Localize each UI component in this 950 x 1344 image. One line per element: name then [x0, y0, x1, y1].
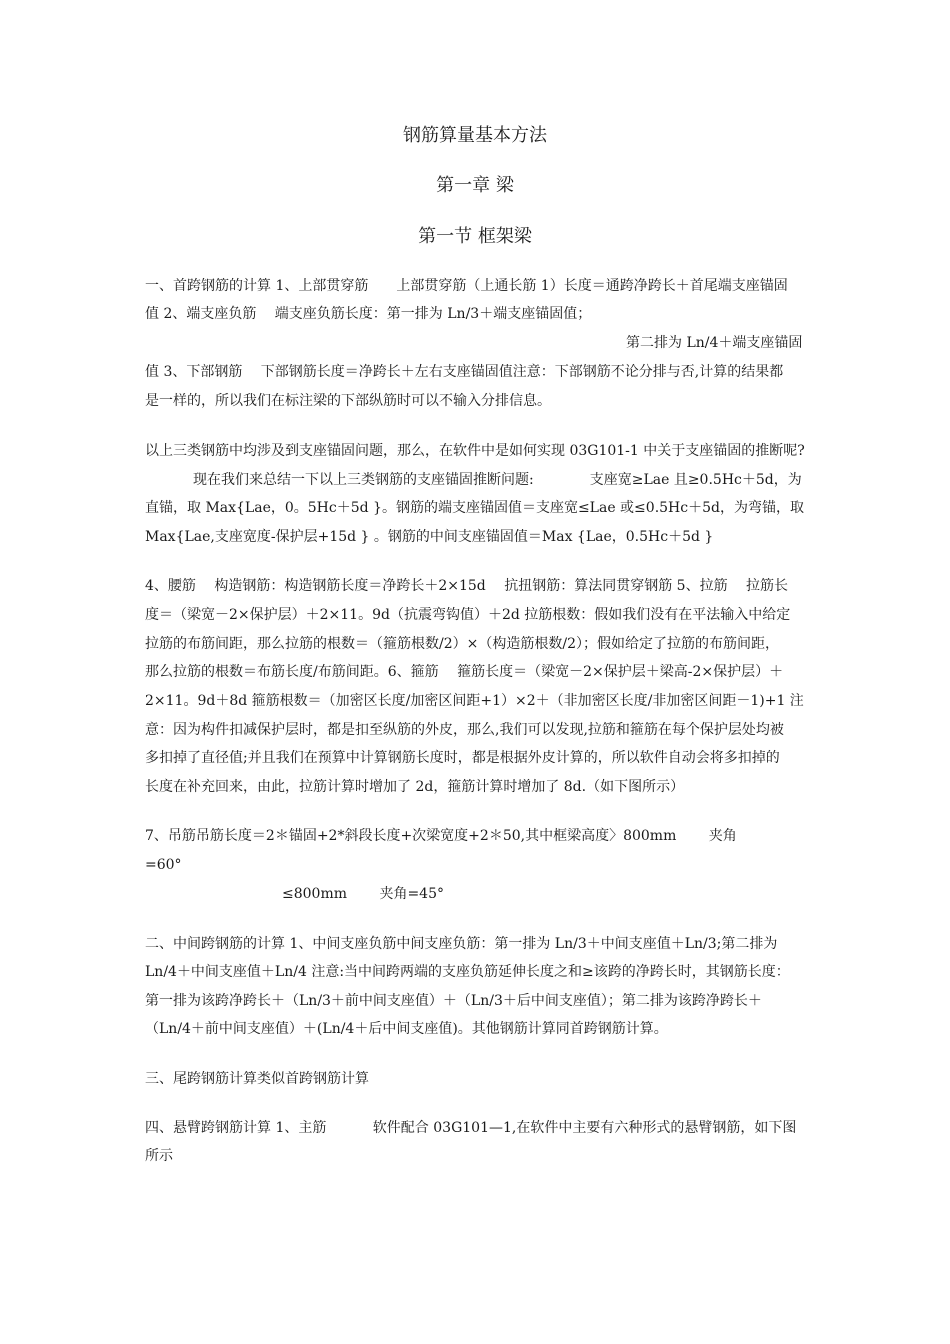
paragraph-line: 2×11。9d＋8d 箍筋根数＝（加密区长度/加密区间距+1）×2＋（非加密区长度/非加密区间距－1)+1 注	[145, 693, 804, 709]
paragraph-line: 值 2、端支座负筋 端支座负筋长度：第一排为 Ln/3＋端支座锚固值；	[145, 306, 592, 322]
paragraph-line: 那么拉筋的根数＝布筋长度/布筋间距。6、箍筋 箍筋长度＝（梁宽－2×保护层＋梁高-2×保护层）＋	[145, 664, 784, 680]
section-heading: 第一节 框架梁	[418, 226, 532, 247]
paragraph-line: 度＝（梁宽－2×保护层）＋2×11。9d（抗震弯钩值）＋2d 拉筋根数：假如我们没有在平法输入中给定	[145, 607, 791, 623]
chapter-heading: 第一章 梁	[436, 175, 514, 196]
paragraph-line: =60°	[145, 857, 182, 873]
paragraph-line: 三、尾跨钢筋计算类似首跨钢筋计算	[145, 1071, 369, 1087]
paragraph-line: Max{Lae,支座宽度-保护层+15d } 。钢筋的中间支座锚固值＝Max {Lae，0.5Hc＋5d }	[145, 529, 714, 545]
paragraph-line: 4、腰筋 构造钢筋：构造钢筋长度＝净跨长＋2×15d 抗扭钢筋：算法同贯穿钢筋 5、拉筋 拉筋长	[145, 578, 789, 594]
paragraph-line: 第二排为 Ln/4＋端支座锚固	[626, 335, 803, 351]
paragraph-line: 二、中间跨钢筋的计算 1、中间支座负筋中间支座负筋：第一排为 Ln/3＋中间支座值＋Ln/3;第二排为	[145, 936, 778, 952]
paragraph-line: 意：因为构件扣减保护层时，都是扣至纵筋的外皮，那么,我们可以发现,拉筋和箍筋在每个保护层处均被	[145, 722, 784, 738]
paragraph-line: 长度在补充回来，由此，拉筋计算时增加了 2d，箍筋计算时增加了 8d.（如下图所示）	[145, 779, 685, 795]
paragraph-line: 四、悬臂跨钢筋计算 1、主筋 软件配合 03G101—1,在软件中主要有六种形式的悬臂钢筋，如下图	[145, 1120, 797, 1136]
paragraph-line: 7、吊筋吊筋长度＝2＊锚固+2*斜段长度+次梁宽度+2＊50,其中框梁高度〉800mm 夹角	[145, 828, 737, 844]
paragraph-line: 值 3、下部钢筋 下部钢筋长度＝净跨长＋左右支座锚固值注意：下部钢筋不论分排与否,计算的结果都	[145, 364, 784, 380]
paragraph-line: ≤800mm 夹角=45°	[282, 886, 444, 902]
paragraph-line: Ln/4＋中间支座值＋Ln/4 注意:当中间跨两端的支座负筋延伸长度之和≥该跨的净跨长时，其钢筋长度：	[145, 964, 790, 980]
paragraph-line: 第一排为该跨净跨长＋（Ln/3＋前中间支座值）＋（Ln/3＋后中间支座值）；第二排为该跨净跨长＋	[145, 993, 762, 1009]
paragraph-line: 一、首跨钢筋的计算 1、上部贯穿筋 上部贯穿筋（上通长筋 1）长度＝通跨净跨长＋首尾端支座锚固	[145, 278, 788, 294]
paragraph-line: （Ln/4＋前中间支座值）＋(Ln/4＋后中间支座值)。其他钢筋计算同首跨钢筋计算。	[145, 1021, 668, 1037]
document-title: 钢筋算量基本方法	[403, 125, 547, 146]
paragraph-line: 是一样的，所以我们在标注梁的下部纵筋时可以不输入分排信息。	[145, 393, 551, 409]
paragraph-line: 多扣掉了直径值;并且我们在预算中计算钢筋长度时，都是根据外皮计算的，所以软件自动会将多扣掉的	[145, 750, 780, 766]
paragraph-line: 以上三类钢筋中均涉及到支座锚固问题，那么，在软件中是如何实现 03G101-1 中关于支座锚固的推断呢?	[145, 443, 805, 459]
paragraph-line: 直锚，取 Max{Lae，0。5Hc＋5d }。钢筋的端支座锚固值＝支座宽≤Lae 或≤0.5Hc＋5d，为弯锚，取	[145, 500, 804, 516]
paragraph-line: 拉筋的布筋间距，那么拉筋的根数＝（箍筋根数/2）×（构造筋根数/2）；假如给定了拉筋的布筋间距，	[145, 636, 779, 652]
paragraph-line: 所示	[145, 1148, 173, 1164]
paragraph-line: 现在我们来总结一下以上三类钢筋的支座锚固推断问题: 支座宽≥Lae 且≥0.5Hc＋5d，为	[193, 472, 802, 488]
